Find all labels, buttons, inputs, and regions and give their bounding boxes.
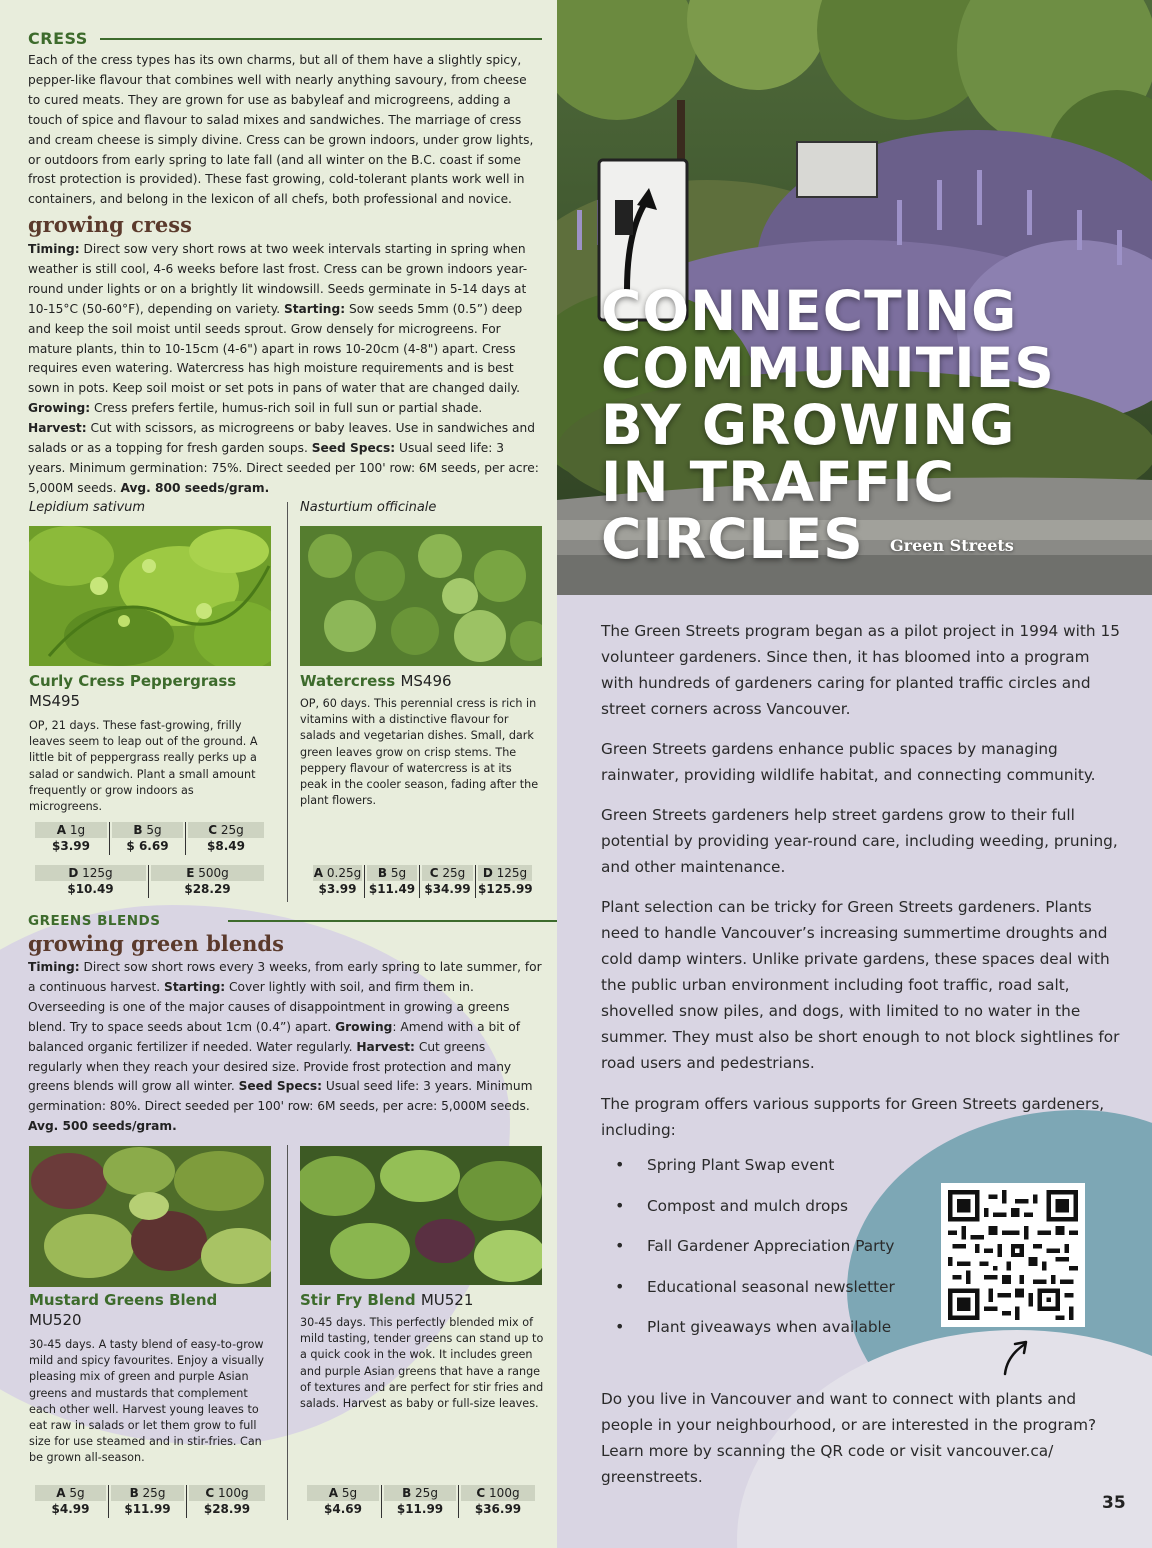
article-byline: Green Streets xyxy=(890,536,1014,555)
cress-intro: Each of the cress types has its own charms, but all of them have a slightly spicy, pepper-like flavour that combines well with nearly anything savoury, from cheese to cured meats. They are grown for use as babyleaf and microgreens, adding a touch of spice and flavour to salad mixes and sandwiches. The marriage of cress and cream cheese is simply divine. Cress can be grown indoors, under grow lights, or outdoors from early spring to late fall (and all winter on the B.C. coast if some frost protection is provided). These fast growing, cold-tolerant plants work well in containers, and belong in the lexicon of all chefs, both professional and novice. xyxy=(28,53,534,207)
article-title: CONNECTING COMMUNITIES BY GROWING IN TRAFFIC CIRCLES xyxy=(601,279,1055,571)
growing-cress-text: Timing: Direct sow very short rows at two week intervals starting in spring when weather is still cool, 4-6 weeks before last frost. Cress can be grown indoors year-round under lights or on a brightly lit windowsill. Seeds germinate in 5-14 days at 10-15°C (50-60°F), depending on variety. Starting: Sow seeds 5mm (0.5”) deep and keep the soil moist until seeds sprout. Grow densely for microgreens. For mature plants, thin to 10-15cm (4-6") apart in rows 10-20cm (4-8") apart. Cress requires even watering. Watercress has high moisture requirements and is best sown in pots. Keep soil moist or set pots in pans of water that are changed daily. Growing: Cress prefers fertile, humus-rich soil in full sun or partial shade. Harvest: Cut with scissors, as microgreens or baby leaves. Use in sandwiches and salads or as a topping for fresh garden soups. Seed Specs: Usual seed life: 3 years. Minimum germination: 75%. Direct seeded per 100' row: 6M seeds, per acre: 5,000M seeds. Avg. 800 seeds/gram. xyxy=(28,242,539,495)
mustard-greens-description: 30-45 days. A tasty blend of easy-to-grow mild and spicy favourites. Enjoy a visually pleasing mix of green and purple Asian greens and mustards that complement each other well. Harvest young leaves to eat raw in salads or let them grow to full size for use steamed and in stir-fries. Can be grown all-season. xyxy=(29,1338,265,1465)
list-item: • Fall Gardener Appreciation Party xyxy=(601,1233,1001,1274)
growing-greens-text: Timing: Direct sow short rows every 3 weeks, from early spring to late summer, for a continuous harvest. Starting: Cover lightly with soil, and firm them in. Overseeding is one of the major causes of disappointment in growing a greens blend. Try to space seeds about 1cm (0.4”) apart. Growing: Amend with a bit of balanced organic fertilizer if needed. Water regularly. Harvest: Cut greens regularly when they reach your desired size. Provide frost protection and many greens blends will grow all winter. Seed Specs: Usual seed life: 3 years. Minimum germination: 80%. Direct seeded per 100' row: 6M seeds, per acre: 5,000M seeds. Avg. 500 seeds/gram. xyxy=(28,960,542,1134)
list-item: • Spring Plant Swap event xyxy=(601,1152,1001,1193)
article-closing: Do you live in Vancouver and want to connect with plants and people in your neighbourhood, or are interested in the program? Learn more by scanning the QR code or visit vancouver.ca/ greenstreets. xyxy=(601,1390,1097,1486)
article-paragraph-5: The program offers various supports for Green Streets gardeners, including: xyxy=(601,1095,1105,1139)
list-item: • Educational seasonal newsletter xyxy=(601,1274,1001,1315)
cress-heading: CRESS xyxy=(28,29,88,48)
mustard-greens-price-table: A 5g $4.99 B 25g $11.99 C 100g $28.99 xyxy=(33,1485,267,1518)
column-divider xyxy=(287,502,288,902)
curved-arrow-icon xyxy=(999,1336,1035,1382)
watercress-description: OP, 60 days. This perennial cress is rich in vitamins with a distinctive flavour for salads and vegetarian dishes. Small, dark green leaves grow on crisp stems. The peppery flavour of watercress is at its peak in the cooler season, fading after the plant flowers. xyxy=(300,697,539,808)
curly-cress-price-table-1: A 1g $3.99 B 5g $ 6.69 C 25g $8.49 xyxy=(33,822,266,855)
greens-heading-rule xyxy=(228,920,557,922)
stir-fry-blend-name: Stir Fry Blend MU521 xyxy=(300,1291,474,1309)
curly-cress-price-table-2: D 125g $10.49 E 500g $28.29 xyxy=(33,865,266,898)
mustard-greens-name: Mustard Greens Blend MU520 xyxy=(29,1291,218,1329)
curly-cress-photo xyxy=(29,526,271,666)
greens-blends-heading: GREENS BLENDS xyxy=(28,913,161,929)
growing-green-blends-heading: growing green blends xyxy=(28,931,284,956)
article-paragraph-4: Plant selection can be tricky for Green Streets gardeners. Plants need to handle Vancouver’s increasing summertime droughts and cold damp winters. Unlike private gardens, these spaces deal with the public urban environment including foot traffic, road salt, shovelled snow piles, and dogs, with limited to no water in the summer. They must also be short enough to not block sightlines for road users and pedestrians. xyxy=(601,898,1120,1072)
curly-cress-description: OP, 21 days. These fast-growing, frilly leaves seem to leap out of the ground. A little bit of peppergrass really perks up a salad or sandwich. Plant a small amount frequently or grow indoors as microgreens. xyxy=(29,719,258,814)
article-paragraph-1: The Green Streets program began as a pilot project in 1994 with 15 volunteer gardeners. Since then, it has bloomed into a program with hundreds of gardeners caring for planted traffic circles and street corners across Vancouver. xyxy=(601,622,1120,718)
page-number: 35 xyxy=(1102,1493,1126,1513)
article-paragraph-2: Green Streets gardens enhance public spaces by managing rainwater, providing wildlife habitat, and connecting community. xyxy=(601,740,1096,784)
watercress-photo xyxy=(300,526,542,666)
latin-name-curly-cress: Lepidium sativum xyxy=(29,500,146,515)
qr-code[interactable] xyxy=(941,1183,1085,1327)
curly-cress-name: Curly Cress Peppergrass MS495 xyxy=(29,672,237,710)
watercress-name: Watercress MS496 xyxy=(300,672,452,690)
cress-heading-rule xyxy=(100,38,542,40)
stir-fry-blend-description: 30-45 days. This perfectly blended mix of mild tasting, tender greens can stand up to a quick cook in the wok. It includes green and purple Asian greens that have a range of textures and are perfect for stir fries and salads. Harvest as baby or full-size leaves. xyxy=(300,1316,544,1411)
growing-cress-heading: growing cress xyxy=(28,212,192,237)
stir-fry-blend-photo xyxy=(300,1146,542,1285)
seed-catalog-column xyxy=(0,0,557,1548)
list-item: • Plant giveaways when available xyxy=(601,1314,1001,1355)
stir-fry-blend-price-table: A 5g $4.69 B 25g $11.99 C 100g $36.99 xyxy=(305,1485,537,1518)
traffic-circle-garden-photo xyxy=(557,0,1152,595)
article-column xyxy=(557,0,1152,1548)
watercress-price-table: A 0.25g $3.99 B 5g $11.49 C 25g $34.99 D 125g $125.99 xyxy=(311,865,534,898)
mustard-greens-photo xyxy=(29,1146,271,1287)
column-divider-2 xyxy=(287,1145,288,1520)
latin-name-watercress: Nasturtium officinale xyxy=(300,500,437,515)
article-paragraph-3: Green Streets gardeners help street gardens grow to their full potential by providing year-round care, including weeding, pruning, and other maintenance. xyxy=(601,806,1118,876)
list-item: • Compost and mulch drops xyxy=(601,1193,1001,1234)
